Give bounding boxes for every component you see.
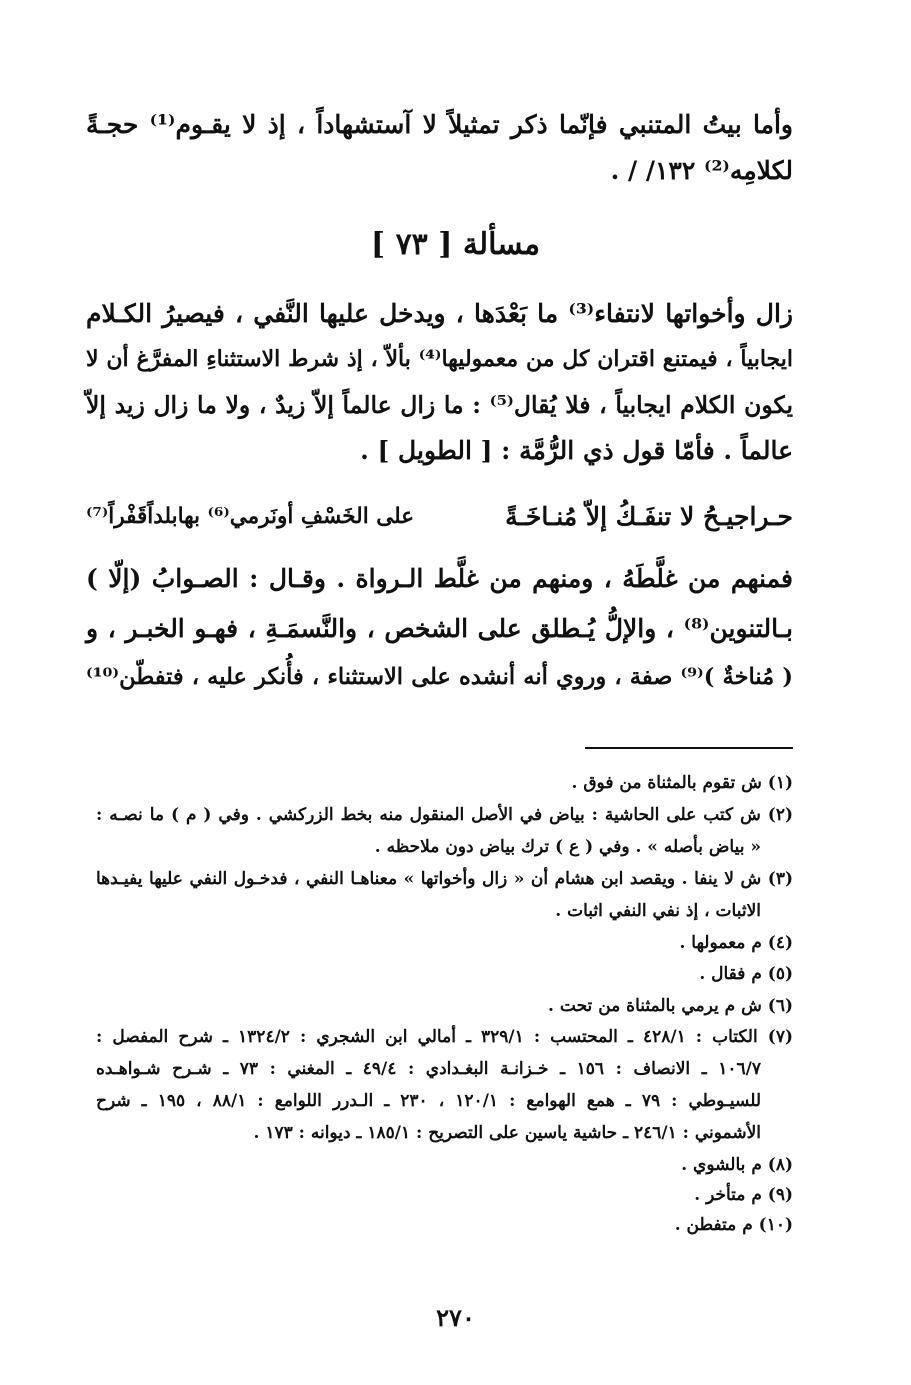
footnote-separator [585, 747, 793, 749]
footnote-6: (٦) ش م يرمي بالمثناة من تحت . [548, 996, 793, 1016]
poetry-verse [86, 497, 793, 537]
verse-second-hemistich: على الخَسْفِ أونَرمي⁽⁶⁾ بهابلداًقَفْراً⁽⁷⁾ [86, 504, 415, 529]
body2-line-3: ( مُناخةٌ )⁽⁹⁾ صفة ، وروي أنه أنشده على الاستثناء ، فأُنكر عليه ، فتفطّن⁽¹⁰⁾ [86, 664, 793, 690]
verse-first-hemistich: حـراجيـحُ لا تنفَـكُ إلاّ مُنـاخَـةً [505, 502, 793, 531]
body-line-4: عالماً . فأمّا قول ذي الرُّمَّة : [ الطويل ] . [360, 436, 793, 465]
footnote-2-line-2: « بياض بأصله » . وفي ( ع ) ترك بياض دون ملاحظه . [374, 837, 761, 857]
body-line-2: ايجابياً ، فيمتنع اقتران كل من معموليها⁽⁴⁾ بألاّ ، إذ شرط الاستثناءِ المفرَّغ أن لا [86, 346, 793, 372]
intro-line-2: لكلامِه⁽²⁾ ١٣٢/ / . [610, 156, 793, 185]
footnote-8: (٨) م بالشوي . [681, 1155, 793, 1175]
footnote-3-line-2: الاثبات ، إذ نفي النفي اثبات . [555, 901, 761, 921]
footnote-7-line-2: ١٠٦/٧ ـ الانصاف : ١٥٦ ـ خـزانـة البغـدادي : ٤٩/٤ ـ المغني : ٧٣ ـ شـرح شـواهـده [96, 1059, 761, 1079]
footnote-1: (١) ش تقوم بالمثناة من فوق . [571, 773, 793, 793]
section-heading: مسألة [ ٧٣ ] [370, 227, 541, 262]
intro-line-1: وأما بيتُ المتنبي فإنّما ذكر تمثيلاً لا آستشهاداً ، إذ لا يقـوم⁽¹⁾ حجـةً [86, 110, 793, 139]
footnote-7-line-4: الأشموني : ٢٤٦/١ ـ حاشية ياسين على التصريح : ١٨٥/١ ـ ديوانه : ١٧٣ . [253, 1123, 761, 1143]
footnote-2-line-1: (٢) ش كتب على الحاشية : بياض في الأصل المنقول منه بخط الزركشي . وفي ( م ) ما نصـه : [96, 805, 793, 825]
footnote-3-line-1: (٣) ش لا ينفا . ويقصد ابن هشام أن « زال وأخواتها » معناهـا النفي ، فدخـول النفي عليها يفيـدها [96, 869, 793, 889]
body-line-3: يكون الكلام ايجابياً ، فلا يُقال⁽⁵⁾ : ما زال عالماً إلاّ زيدٌ ، ولا ما زال زيد إلاّ [86, 391, 793, 419]
body-line-1: زال وأخواتها لانتفاء⁽³⁾ ما بَعْدَها ، ويدخل عليها النَّفي ، فيصيرُ الكـلام [86, 299, 793, 328]
footnote-7-line-1: (٧) الكتاب : ٤٢٨/١ ـ المحتسب : ٣٢٩/١ ـ أمالي ابن الشجري : ١٣٢٤/٢ ـ شرح المفصل : [96, 1027, 793, 1047]
footnote-10: (١٠) م متفطن . [674, 1215, 793, 1235]
body2-line-1: فمنهم من غلَّطَهُ ، ومنهم من غلَّط الـرواة . وقـال : الصـوابُ (إلّا ) [86, 564, 793, 593]
footnote-4: (٤) م معمولها . [679, 933, 793, 953]
body2-line-2: بـالتنوين⁽⁸⁾ ، والإلُّ يُـطلق على الشخص ، والنَّسمَـةِ ، فهـو الخبـر ، و [86, 614, 793, 643]
footnote-7-line-3: للسيـوطي : ٧٩ ـ همع الهوامع : ١٢٠/١ ، ٢٣٠ ـ الـدرر اللوامع : ٨٨/١ ، ١٩٥ ـ شرح [96, 1091, 762, 1111]
footnote-5: (٥) م فقال . [699, 964, 793, 984]
footnote-9: (٩) م متأخر . [694, 1185, 793, 1205]
page-number: ٢٧٠ [436, 1303, 475, 1332]
